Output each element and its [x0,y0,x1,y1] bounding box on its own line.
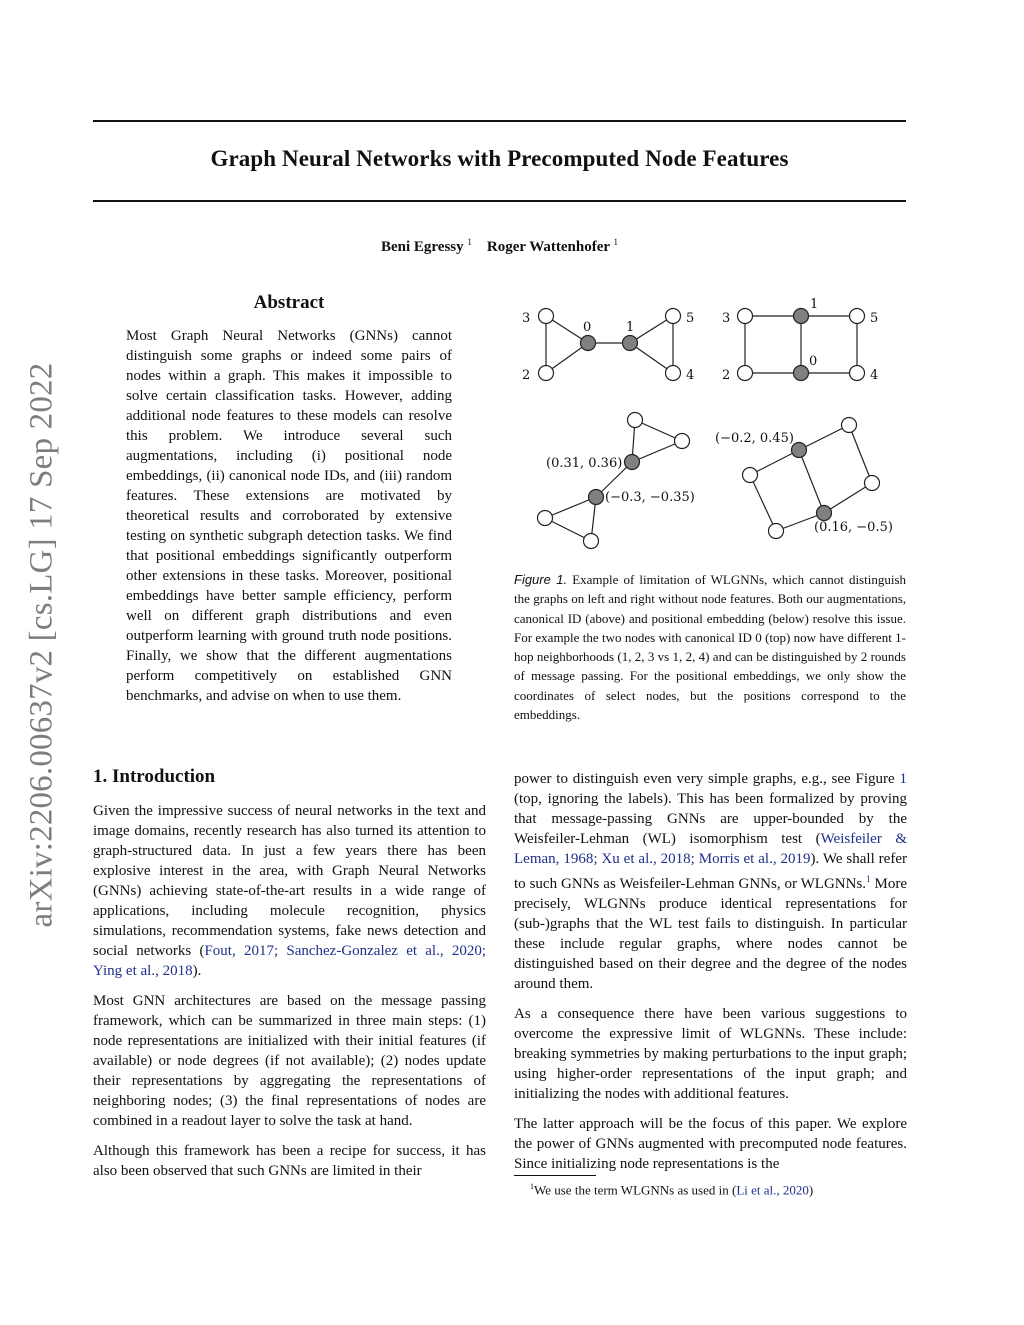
node-label: 4 [686,368,695,383]
paragraph-text: (top, ignoring the labels). This has been formalized by proving that message-passing GNNs are upper-bounded by the Weisfeiler-Lehman (WL) isomorphism test ( [514,791,907,847]
node-label: 1 [810,297,819,312]
intro-paragraph [93,801,486,981]
intro-paragraph [514,769,907,994]
node-label: 5 [870,311,879,326]
figure-1-graphs [512,295,906,560]
embedding-label: (−0.2, 0.45) [715,431,794,446]
section-heading-introduction: 1. Introduction [93,766,216,787]
node-label: 3 [522,311,531,326]
intro-paragraph: As a consequence there have been various suggestions to overcome the expressive limit of WLGNNs. These include: breaking symmetries by making perturbations to the input graph; using higher-order representations of the input graph; and initializing the nodes with additional features. [514,1006,907,1102]
paragraph-text: ). [192,963,202,979]
embedding-label: (−0.3, −0.35) [605,490,695,505]
arxiv-id-text: arXiv:2206.00637v2 [cs.LG] 17 Sep 2022 [23,362,60,928]
node-label: 2 [522,368,531,383]
footnote-marker[interactable]: 1 [866,874,871,884]
abstract-body: Most Graph Neural Networks (GNNs) cannot distinguish some graphs or indeed some pairs of nodes within a graph. This makes it impossible to solve certain classification tasks. However, adding additional node features to these models can resolve this problem. We introduce several such augmentations, including (i) positional node embeddings, (ii) canonical node IDs, and (iii) random features. These extensions are motivated by theoretical results and corroborated by extensive testing on synthetic subgraph detection tasks. We find that positional embeddings significantly outperform other extensions in these tasks. Moreover, positional embeddings have better sample efficiency, perform well on different graph distributions and even outperform learning with ground truth node positions. Finally, we show that the different augmentations perform competitively on established GNN benchmarks, and advise on when to use them. [126,328,452,704]
paragraph-text: Given the impressive success of neural networks in the text and image domains, recently research has also turned its attention to graph-structured data. In just a few years there has been explosive interest in the area, with Graph Neural Networks (GNNs) achieving state-of-the-art results in a wide range of applications, including molecule recognition, physics simulations, recommendation systems, fake news detection and social networks ( [93,803,486,959]
author-line [93,237,906,256]
node-label: 3 [722,311,731,326]
left-column [93,801,486,1191]
footnote-text: ) [808,1182,814,1198]
title-bottom-rule [93,200,906,202]
intro-paragraph: The latter approach will be the focus of this paper. We explore the power of GNNs augmented with precomputed node features. Since initializing node representations is the [514,1116,907,1172]
paragraph-text: ). We shall refer to such GNNs as Weisfeiler-Lehman GNNs, or WLGNNs. [514,851,907,892]
right-column [514,769,907,1184]
footnote-rule [514,1175,596,1176]
paragraph-text: power to distinguish even very simple graphs, e.g., see Figure [514,771,900,787]
abstract-heading: Abstract [253,292,325,313]
figure-caption [514,570,906,724]
node-label: 4 [870,368,879,383]
title-top-rule [93,120,906,122]
author-affiliation: 1 [613,237,619,247]
author-affiliation: 1 [467,237,472,247]
citation-link[interactable]: Li et al., 2020 [736,1182,809,1198]
paper-title: Graph Neural Networks with Precomputed Node Features [210,146,789,171]
node-label: 0 [809,354,818,369]
figure-caption-label: Figure 1. [514,572,568,587]
embedding-label: (0.31, 0.36) [546,456,623,471]
figure-ref-link[interactable]: 1 [899,771,907,787]
node-labels [522,297,893,535]
citation-link[interactable]: Weisfeiler & Leman, 1968; Xu et al., 2018; Morris et al., 2019 [514,831,908,867]
intro-paragraph: Although this framework has been a recipe for success, it has also been observed that such GNNs are limited in their [93,1143,486,1179]
node-label: 0 [583,320,592,335]
author-name: Roger Wattenhofer [486,239,610,255]
embedding-label: (0.16, −0.5) [814,520,893,535]
author-name: Beni Egressy [380,239,464,255]
graph-nodes [538,309,880,549]
footnote-mark: 1 [530,1182,534,1191]
figure-1 [512,295,906,560]
intro-paragraph: Most GNN architectures are based on the message passing framework, which can be summarized in three main steps: (1) node representations are initialized with their initial features (if available) or node degrees (if not available); (2) nodes update their representations by aggregating the representations of neighboring nodes; (3) the final representations of nodes are combined in a readout layer to solve the task at hand. [93,993,486,1129]
paragraph-text: More precisely, WLGNNs produce identical representations for (sub-)graphs that the WL test fails to distinguish. In particular these include regular graphs, where nodes cannot be distinguished based on their degree and the degree of the nodes around them. [514,876,907,992]
figure-caption-text: Example of limitation of WLGNNs, which cannot distinguish the graphs on left and right without node features. Both our augmentations, canonical ID (above) and positional embedding (below) resolve this issue. For example the two nodes with canonical ID 0 (top) now have different 1-hop neighborhoods (1, 2, 3 vs 1, 2, 4) and can be distinguished by 2 rounds of message passing. For the positional embeddings, we only show the coordinates of select nodes, but the positions correspond to the embeddings. [514,572,907,723]
node-label: 2 [722,368,731,383]
node-label: 5 [686,311,695,326]
citation-link[interactable]: Fout, 2017; Sanchez-Gonzalez et al., 2020; Ying et al., 2018 [93,943,486,979]
node-label: 1 [626,320,635,335]
footnote-text: We use the term WLGNNs as used in ( [534,1182,737,1198]
footnote [530,1182,813,1198]
